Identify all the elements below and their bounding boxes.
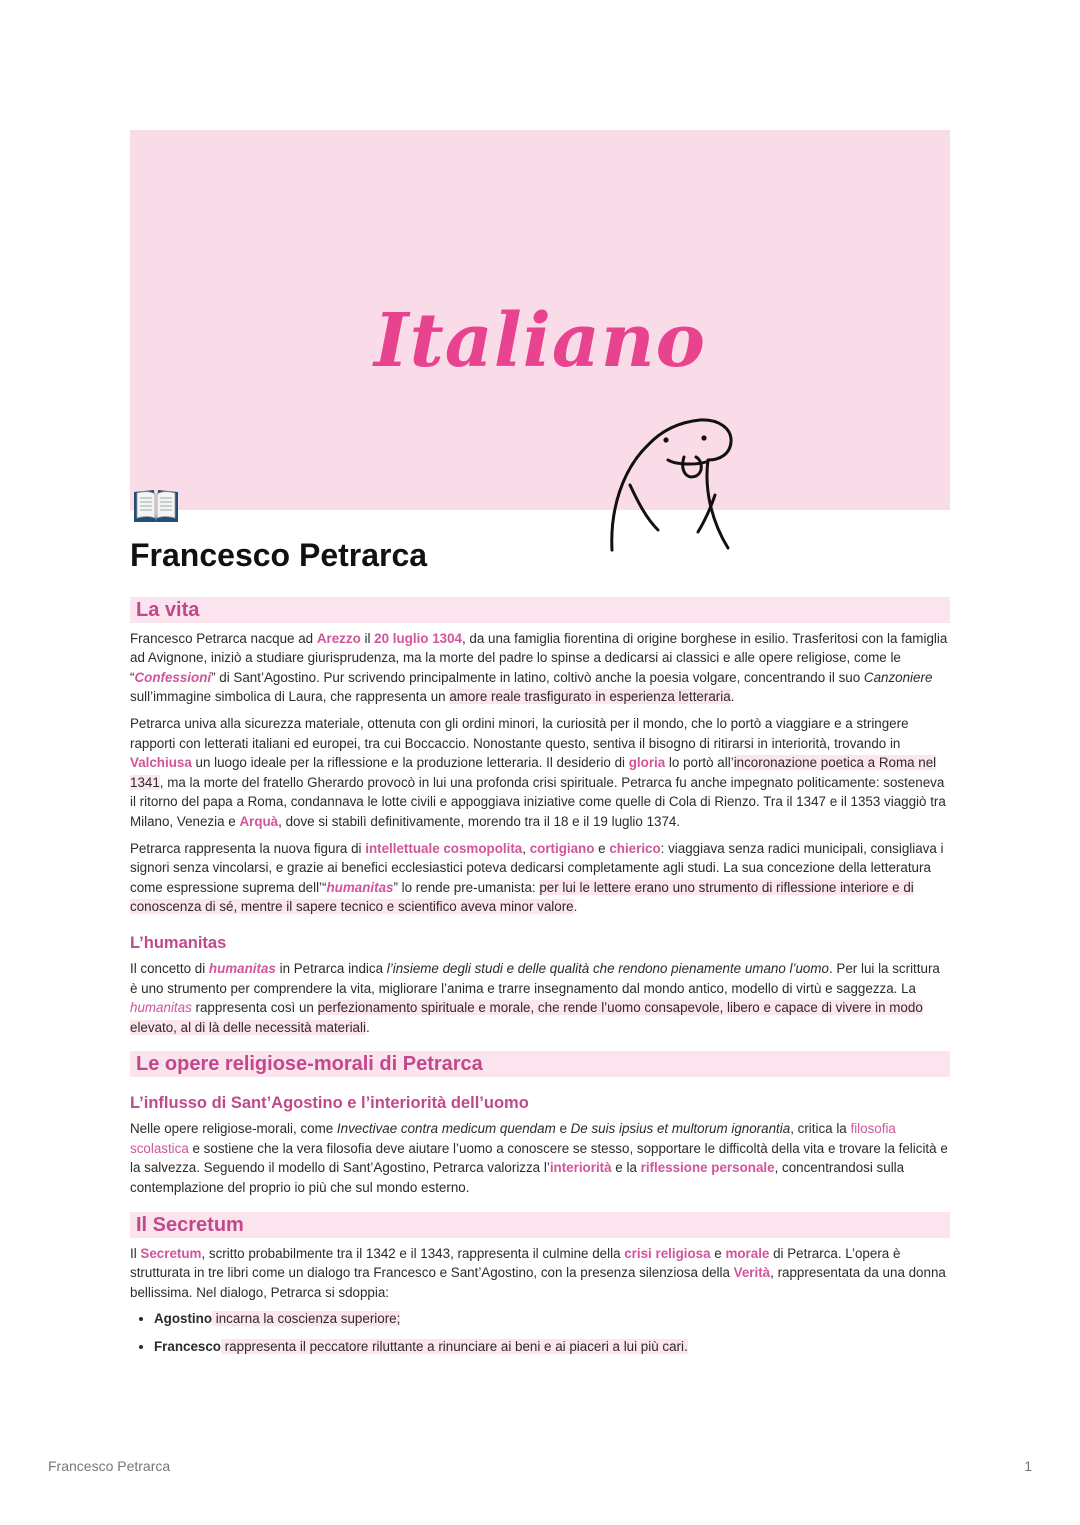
- footer-doc-title: Francesco Petrarca: [48, 1458, 171, 1474]
- section-heading-vita: La vita: [130, 597, 950, 623]
- meme-right-eye: [701, 435, 706, 440]
- meme-left-eye: [663, 437, 668, 442]
- list-item: • Francesco rappresenta il peccatore riluttante a rinunciare ai beni e ai piaceri a lui più cari.: [154, 1337, 950, 1357]
- paragraph-secretum: Il Secretum, scritto probabilmente tra il 1342 e il 1343, rappresenta il culmine della crisi religiosa e morale di Petrarca. L’opera è strutturata in tre libri come un dialogo tra Francesco e Sant’Agostino, con la presenza silenziosa della Verità, rappresentata da una donna bellissima. Nel dialogo, Petrarca si sdoppia:: [130, 1245, 946, 1300]
- cover-title: Italiano: [373, 298, 707, 384]
- paragraph-vita-2: Petrarca univa alla sicurezza materiale, ottenuta con gli ordini minori, la curiosità per il mondo, che lo portò a viaggiare e a stringere rapporti con letterati italiani ed europei, tra cui Boccaccio. Nonostante questo, sentiva il bisogno di ritirarsi in interiorità, trovando in Valchiusa un luogo ideale per la riflessione e la produzione letteraria. Il desiderio di gloria lo portò all’incoronazione poetica a Roma nel 1341, ma la morte del fratello Gherardo provocò in lui una profonda crisi spirituale. Petrarca fu anche impegnato politicamente: sosteneva il ritorno del papa a Roma, condannava le lotte civili e appoggiava iniziative come quelle di Cola di Rienzo. Tra il 1347 e il 1353 viaggiò tra Milano, Venezia e Arquà, dove si stabilì definitivamente, morendo tra il 18 e il 19 luglio 1374.: [130, 715, 946, 829]
- section-heading-opere: Le opere religiose-morali di Petrarca: [130, 1051, 950, 1077]
- cover-banner: [130, 130, 950, 510]
- page-title: Francesco Petrarca: [130, 537, 428, 573]
- section-heading-secretum: Il Secretum: [130, 1212, 950, 1238]
- paragraph-humanitas: Il concetto di humanitas in Petrarca indica l’insieme degli studi e delle qualità che rendono pienamente umano l’uomo. Per lui la scrittura è uno strumento per comprendere la vita, migliorare l’anima e trarre insegnamento dal mondo antico, modello di virtù e saggezza. La humanitas rappresenta così un perfezionamento spirituale e morale, che rende l’uomo consapevole, libero e capace di vivere in modo elevato, al di là delle necessità materiali.: [130, 960, 940, 1035]
- subheading-humanitas: L’humanitas: [130, 933, 227, 952]
- open-book-icon: [132, 486, 180, 526]
- list-item: • Agostino incarna la coscienza superiore;: [154, 1309, 950, 1329]
- secretum-bullet-list: [130, 1309, 950, 1356]
- page-content: [130, 535, 950, 1365]
- subheading-agostino: L’influsso di Sant’Agostino e l’interiorità dell’uomo: [130, 1094, 529, 1113]
- footer-page-number: 1: [1024, 1458, 1032, 1474]
- paragraph-vita-3: Petrarca rappresenta la nuova figura di intellettuale cosmopolita, cortigiano e chierico: viaggiava senza radici municipali, consigliava i signori senza vincolarsi, e grazie ai benefici ecclesiastici poteva dedicarsi completamente agli studi. La sua concezione della letteratura come espressione suprema dell’“humanitas” lo rende pre-umanista: per lui le lettere erano uno strumento di riflessione interiore e di conoscenza di sé, mentre il sapere tecnico e scientifico aveva minor valore.: [130, 840, 944, 915]
- paragraph-opere: Nelle opere religiose-morali, come Invectivae contra medicum quendam e De suis ipsius et multorum ignorantia, critica la filosofia scolastica e sostiene che la vera filosofia deve aiutare l’uomo a conoscere se stesso, sopportare le difficoltà della vita e trovare la felicità e la salvezza. Seguendo il modello di Sant’Agostino, Petrarca valorizza l’interiorità e la riflessione personale, concentrandosi sulla contemplazione del proprio io più che sul mondo esterno.: [130, 1121, 948, 1196]
- paragraph-vita-1: Francesco Petrarca nacque ad Arezzo il 20 luglio 1304, da una famiglia fiorentina di origine borghese in esilio. Trasferitosi con la famiglia ad Avignone, iniziò a studiare giurisprudenza, ma la morte del padre lo spinse a dedicarsi ai classici e alle opere religiose, come le “Confessioni” di Sant’Agostino. Pur scrivendo principalmente in latino, coltivò anche la poesia volgare, concentrando il suo Canzoniere sull’immagine simbolica di Laura, che rappresenta un amore reale trasfigurato in esperienza letteraria.: [130, 630, 948, 705]
